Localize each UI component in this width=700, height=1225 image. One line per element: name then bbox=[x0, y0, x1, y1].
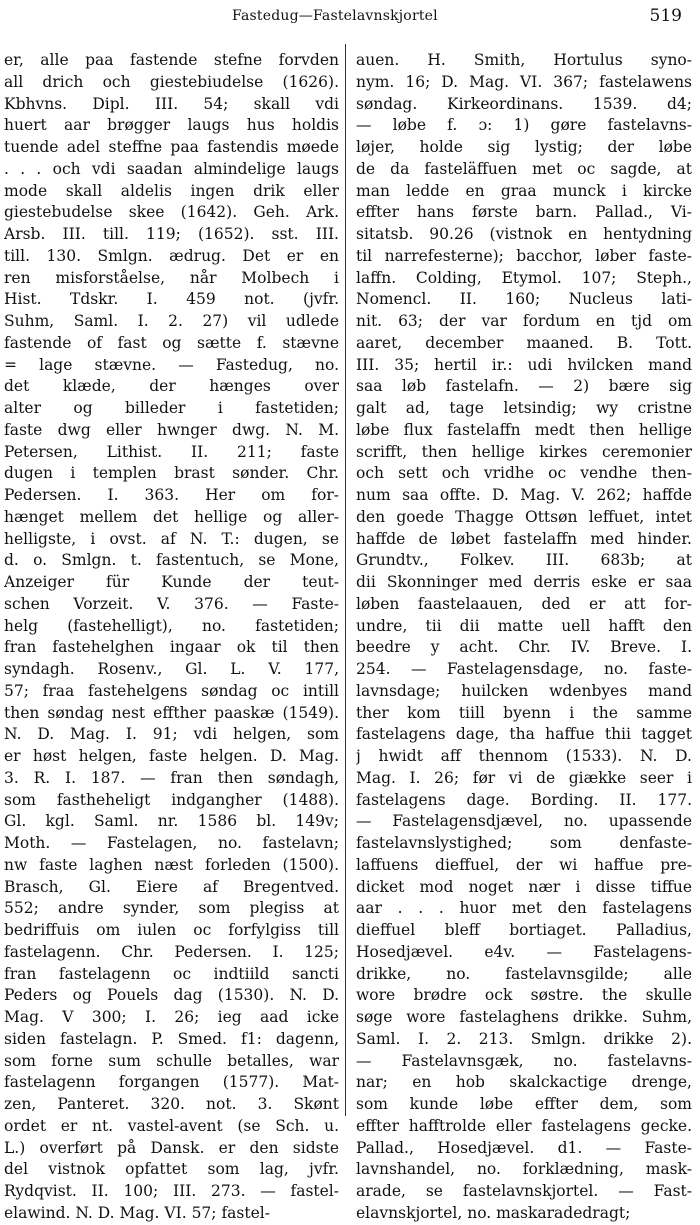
text-line: Moth. — Fastelagen, no. fastelavn; bbox=[4, 834, 339, 852]
text-line: Peders og Pouels dag (1530). N. D. bbox=[4, 986, 339, 1005]
text-line: Arsb. III. till. 119; (1652). sst. III. bbox=[4, 225, 339, 243]
text-line: 254. — Fastelagensdage, no. faste- bbox=[356, 660, 692, 678]
text-line: er høst helgen, faste helgen. D. Mag. bbox=[4, 747, 339, 765]
text-line: fastelagens dage, tha haffue thii tagget bbox=[356, 725, 692, 744]
text-line: Mag. V 300; I. 26; ieg aad icke bbox=[4, 1008, 339, 1026]
text-line: alter og billeder i fastetiden; bbox=[4, 399, 339, 417]
text-line: dugen i templen brast sønder. Chr. bbox=[4, 464, 339, 483]
text-line: effter hafftrolde eller fastelagens gecke. bbox=[356, 1116, 692, 1135]
text-line: j hwidt aff thennom (1533). N. D. bbox=[356, 747, 692, 765]
text-line: man ledde en graa munck i kircke bbox=[356, 181, 692, 200]
text-line: søndag. Kirkeordinans. 1539. d4; bbox=[356, 94, 692, 113]
text-line: wore brødre ock søstre. the skulle bbox=[356, 986, 692, 1005]
text-line: laffuens dieffuel, der wi haffue pre- bbox=[356, 855, 692, 874]
text-line: saa løb fastelafn. — 2) bære sig bbox=[356, 377, 692, 396]
text-line: til narrefesterne); bacchor, løber faste- bbox=[356, 246, 692, 265]
text-line: som kunde løbe effter dem, som bbox=[356, 1095, 692, 1113]
text-line: nw faste laghen næst forleden (1500). bbox=[4, 855, 339, 874]
text-line: lavnshandel, no. forklædning, mask- bbox=[356, 1160, 692, 1179]
text-line: aar . . . huor met den fastelagens bbox=[356, 899, 692, 918]
text-line: — Fastelavnsgæk, no. fastelavns- bbox=[356, 1051, 692, 1070]
text-line: N. D. Mag. I. 91; vdi helgen, som bbox=[4, 725, 339, 744]
text-line: fran fastehelghen ingaar ok til then bbox=[4, 638, 339, 657]
text-line: nit. 63; der var fordum en tjd om bbox=[356, 312, 692, 330]
text-line: laffn. Colding, Etymol. 107; Steph., bbox=[356, 268, 692, 287]
text-line: drikke, no. fastelavnsgilde; alle bbox=[356, 964, 692, 983]
text-line: 3. R. I. 187. — fran then søndagh, bbox=[4, 768, 339, 787]
text-line: Kbhvns. Dipl. III. 54; skall vdi bbox=[4, 94, 339, 113]
text-line: = lage stævne. — Fastedug, no. bbox=[4, 355, 339, 374]
text-line: lavnsdage; huilcken wdenbyes mand bbox=[356, 681, 692, 700]
text-line: Pedersen. I. 363. Her om for- bbox=[4, 486, 339, 504]
text-line: del vistnok opfattet som lag, jvfr. bbox=[4, 1160, 339, 1179]
text-line: som fastheheligt indgangher (1488). bbox=[4, 790, 339, 809]
text-line: som forne sum schulle betalles, war bbox=[4, 1051, 339, 1070]
text-line: aaret, december maaned. B. Tott. bbox=[356, 333, 692, 352]
text-line: helligste, i ovst. af N. T.: dugen, se bbox=[4, 529, 339, 548]
text-line: Brasch, Gl. Eiere af Bregentved. bbox=[4, 877, 339, 896]
text-line: 552; andre synder, som plegiss at bbox=[4, 899, 339, 918]
text-line: sitatsb. 90.26 (vistnok en hentydning bbox=[356, 225, 692, 243]
text-line: d. o. Smlgn. t. fastentuch, se Mone, bbox=[4, 551, 339, 570]
text-line: L.) overført på Dansk. er den sidste bbox=[4, 1138, 339, 1157]
text-line: helg (fastehelligt), no. fastetiden; bbox=[4, 616, 339, 635]
text-line: Rydqvist. II. 100; III. 273. — fastel- bbox=[4, 1182, 339, 1200]
text-line: till. 130. Smlgn. ædrug. Det er en bbox=[4, 246, 339, 265]
text-line: de da fasteläffuen met oc sagde, at bbox=[356, 159, 692, 178]
text-line: bedriffuis om iulen oc forfylgiss till bbox=[4, 921, 339, 939]
text-line: faste dwg eller hwnger dwg. N. M. bbox=[4, 420, 339, 439]
left-column bbox=[4, 50, 339, 1225]
text-line: undre, tii dii matte uell hafft den bbox=[356, 616, 692, 635]
text-line: — løbe f. ɔ: 1) gøre fastelavns- bbox=[356, 116, 692, 135]
text-line: fastelagens dage. Bording. II. 177. bbox=[356, 790, 692, 809]
text-line: mode skall aldelis ingen drik eller bbox=[4, 181, 339, 200]
text-line: huert aar brøgger laugs hus holdis bbox=[4, 116, 339, 135]
text-line: III. 35; hertil ir.: udi hvilcken mand bbox=[356, 355, 692, 374]
right-column bbox=[356, 50, 692, 1225]
text-line: och sett och vridhe oc vendhe then- bbox=[356, 464, 692, 483]
text-line: fastende of fast og sætte f. stævne bbox=[4, 333, 339, 352]
text-line: schen Vorzeit. V. 376. — Faste- bbox=[4, 594, 339, 613]
text-line: beedre y acht. Chr. IV. Breve. I. bbox=[356, 638, 692, 657]
text-line: arade, se fastelavnskjortel. — Fast- bbox=[356, 1182, 692, 1200]
text-line: hænget mellem det hellige og aller- bbox=[4, 507, 339, 526]
text-line: zen, Panteret. 320. not. 3. Skønt bbox=[4, 1095, 339, 1113]
text-line: all drich och giestebiudelse (1626). bbox=[4, 72, 339, 91]
text-line: effter hans første barn. Pallad., Vi- bbox=[356, 203, 692, 222]
text-line: søge wore fastelaghens drikke. Suhm, bbox=[356, 1008, 692, 1026]
text-line: Anzeiger für Kunde der teut- bbox=[4, 573, 339, 591]
text-line: det klæde, der hænges over bbox=[4, 377, 339, 396]
text-line: dieffuel bleff bortiaget. Palladius, bbox=[356, 921, 692, 939]
text-line: løbe flux fastelaffn medt then hellige bbox=[356, 420, 692, 439]
text-line: siden fastelagn. P. Smed. f1: dagenn, bbox=[4, 1029, 339, 1048]
text-line: then søndag nest effther paaskæ (1549). bbox=[4, 703, 339, 722]
text-line: fastelagenn forgangen (1577). Mat- bbox=[4, 1073, 339, 1092]
text-line: dii Skonninger med derris eske er saa bbox=[356, 573, 692, 591]
text-line: løben faastelaauen, ded er att for- bbox=[356, 594, 692, 613]
text-line: nar; en hob skalckactige drenge, bbox=[356, 1073, 692, 1092]
text-line: auen. H. Smith, Hortulus syno- bbox=[356, 51, 692, 69]
text-line: syndagh. Rosenv., Gl. L. V. 177, bbox=[4, 660, 339, 678]
text-line: Gl. kgl. Saml. nr. 1586 bl. 149v; bbox=[4, 812, 339, 831]
text-line: ordet er nt. vastel-avent (se Sch. u. bbox=[4, 1116, 339, 1135]
text-line: ren misforståelse, når Molbech i bbox=[4, 268, 339, 287]
text-line: fastelagenn. Chr. Pedersen. I. 125; bbox=[4, 942, 339, 961]
text-line: Saml. I. 2. 213. Smlgn. drikke 2). bbox=[356, 1029, 692, 1048]
text-line: fastelavnslystighed; som denfaste- bbox=[356, 834, 692, 852]
text-line: scrifft, then hellige kirkes ceremonier bbox=[356, 442, 692, 461]
text-line: . . . och vdi saadan almindelige laugs bbox=[4, 159, 339, 178]
running-header bbox=[0, 6, 700, 32]
text-line: nym. 16; D. Mag. VI. 367; fastelawens bbox=[356, 72, 692, 91]
text-line: Suhm, Saml. I. 2. 27) vil udlede bbox=[4, 312, 339, 330]
text-line: galt ad, tage letsindig; wy cristne bbox=[356, 399, 692, 417]
text-line: giestebudelse skee (1642). Geh. Ark. bbox=[4, 203, 339, 222]
text-line: Petersen, Lithist. II. 211; faste bbox=[4, 442, 339, 461]
text-line: haffde de løbet fastelaffn med hinder. bbox=[356, 529, 692, 548]
text-line: 57; fraa fastehelgens søndag oc intill bbox=[4, 681, 339, 700]
text-line: er, alle paa fastende stefne forvden bbox=[4, 51, 339, 69]
text-line: Nomencl. II. 160; Nucleus lati- bbox=[356, 290, 692, 309]
text-line: ther kom tiill byenn i the samme bbox=[356, 703, 692, 722]
text-line: fran fastelagenn oc indtiild sancti bbox=[4, 964, 339, 983]
text-line: — Fastelagensdjævel, no. upassende bbox=[356, 812, 692, 831]
running-title: Fastedug—Fastelavnskjortel bbox=[232, 8, 438, 24]
text-line: den goede Thagge Ottsøn leffuet, intet bbox=[356, 507, 692, 526]
text-line: dicket mod noget nær i disse tiffue bbox=[356, 877, 692, 896]
text-line: Hist. Tdskr. I. 459 not. (jvfr. bbox=[4, 290, 339, 309]
text-line: elawind. N. D. Mag. VI. 57; fastel- bbox=[4, 1203, 270, 1222]
text-line: løjer, holde sig lystig; der løbe bbox=[356, 138, 692, 156]
text-line: Mag. I. 26; før vi de giække seer i bbox=[356, 768, 692, 787]
text-line: Hosedjævel. e4v. — Fastelagens- bbox=[356, 942, 692, 961]
text-line: tuende adel steffne paa fastendis møede bbox=[4, 138, 339, 156]
text-line: Pallad., Hosedjævel. d1. — Faste- bbox=[356, 1138, 692, 1157]
text-line: Grundtv., Folkev. III. 683b; at bbox=[356, 551, 692, 570]
page-number: 519 bbox=[649, 6, 682, 26]
column-divider bbox=[345, 44, 346, 1116]
text-line: num saa offte. D. Mag. V. 262; haffde bbox=[356, 486, 692, 504]
text-line: elavnskjortel, no. maskaradedragt; bbox=[356, 1203, 631, 1222]
